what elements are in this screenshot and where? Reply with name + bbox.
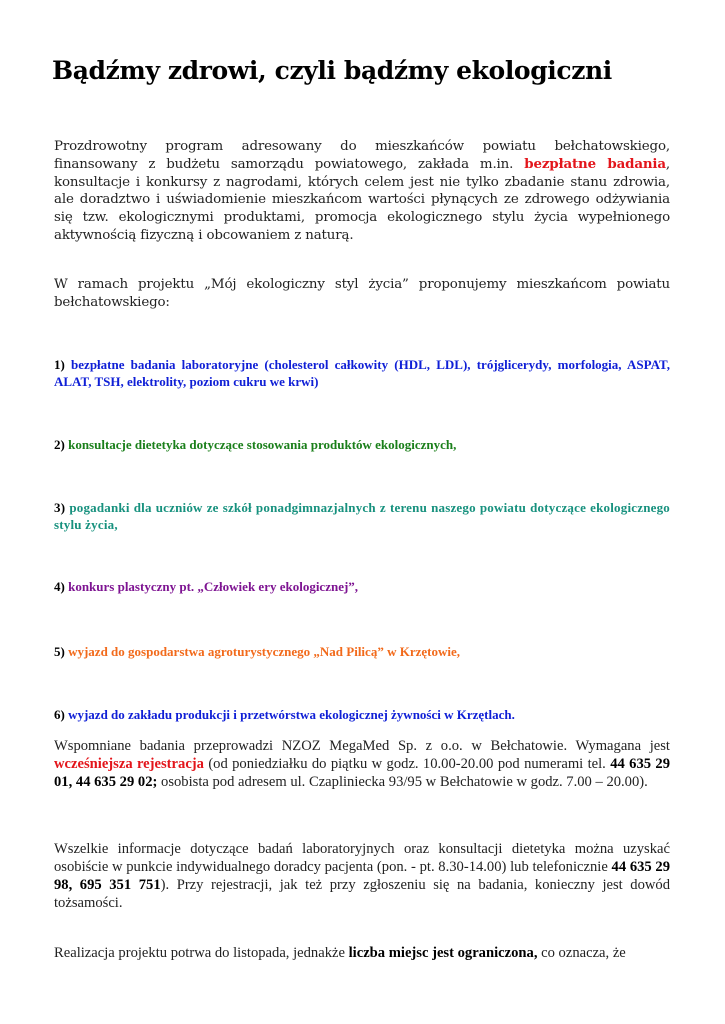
page-title: Bądźmy zdrowi, czyli bądźmy ekologiczni: [52, 56, 612, 85]
info-phones: 44 635 29 98, 695 351 751: [54, 859, 671, 893]
list-item-text: konsultacje dietetyka dotyczące stosowania produktów ekologicznych,: [68, 437, 457, 452]
realization-bold: liczba miejsc jest ograniczona,: [348, 945, 538, 961]
list-item-6: [54, 706, 670, 723]
info-text-1: Wszelkie informacje dotyczące badań laboratoryjnych oraz konsultacji dietetyka można uzyskać osobiście w punkcie indywidualnego doradcy pacjenta (pon. - pt. 8.30-14.00) lub telefonicznie: [54, 841, 670, 875]
list-item-text: wyjazd do gospodarstwa agroturystycznego „Nad Pilicą” w Krzętowie,: [68, 644, 460, 659]
registration-highlight: wcześniejsza rejestracja: [54, 756, 204, 772]
registration-phones: 44 635 29 01, 44 635 29 02;: [54, 756, 670, 790]
list-item-number: 2): [54, 437, 65, 452]
info-text-2: ). Przy rejestracji, jak też przy zgłoszeniu się na badania, konieczny jest dowód tożsamości.: [54, 877, 671, 911]
realization-text-2: co oznacza, że: [537, 945, 626, 961]
list-item-number: 5): [54, 644, 65, 659]
list-item-3: [54, 499, 670, 533]
list-item-number: 1): [54, 357, 65, 372]
registration-text-2: (od poniedziałku do piątku w godz. 10.00-20.00 pod numerami tel.: [203, 756, 611, 772]
list-item-number: 6): [54, 707, 65, 722]
registration-text-1: Wspomniane badania przeprowadzi NZOZ MegaMed Sp. z o.o. w Bełchatowie. Wymagana jest: [54, 738, 670, 754]
intro-paragraph: [54, 138, 670, 245]
project-intro-paragraph: W ramach projektu „Mój ekologiczny styl życia” proponujemy mieszkańcom powiatu bełchatowskiego:: [54, 277, 670, 310]
intro-text-2: , konsultacje i konkursy z nagrodami, których celem jest nie tylko zbadanie stanu zdrowia, ale doradztwo i uświadomienie mieszkańcom wartości płynących ze zdrowego odżywiania się tzw. ekologicznymi produktami, promocja ekologicznego stylu życia wypełnionego aktywnością fizyczną i obcowaniem z naturą.: [54, 156, 671, 243]
realization-text-1: Realizacja projektu potrwa do listopada, jednakże: [54, 945, 349, 961]
intro-text-1: Prozdrowotny program adresowany do mieszkańców powiatu bełchatowskiego, finansowany z budżetu samorządu powiatowego, zakłada m.in.: [54, 139, 670, 172]
realization-paragraph: [54, 944, 670, 962]
intro-highlight: bezpłatne badania: [524, 155, 666, 172]
list-item-text: pogadanki dla uczniów ze szkół ponadgimnazjalnych z terenu naszego powiatu dotyczące ekologicznego stylu życia,: [54, 500, 670, 532]
list-item-text: wyjazd do zakładu produkcji i przetwórstwa ekologicznej żywności w Krzętlach.: [68, 707, 515, 722]
list-item-1: [54, 356, 670, 390]
list-item-text: konkurs plastyczny pt. „Człowiek ery ekologicznej”,: [68, 579, 359, 594]
list-item-4: [54, 578, 670, 595]
list-item-number: 3): [54, 500, 66, 515]
list-item-5: [54, 643, 670, 660]
info-paragraph: [54, 840, 670, 912]
list-item-number: 4): [54, 579, 65, 594]
registration-paragraph: [54, 737, 670, 791]
list-item-text: bezpłatne badania laboratoryjne (cholesterol całkowity (HDL, LDL), trójglicerydy, morfologia, ASPAT, ALAT, TSH, elektrolity, poziom cukru we krwi): [54, 357, 671, 389]
list-item-2: [54, 436, 670, 453]
registration-text-3: osobista pod adresem ul. Czapliniecka 93/95 w Bełchatowie w godz. 7.00 – 20.00).: [157, 774, 648, 790]
